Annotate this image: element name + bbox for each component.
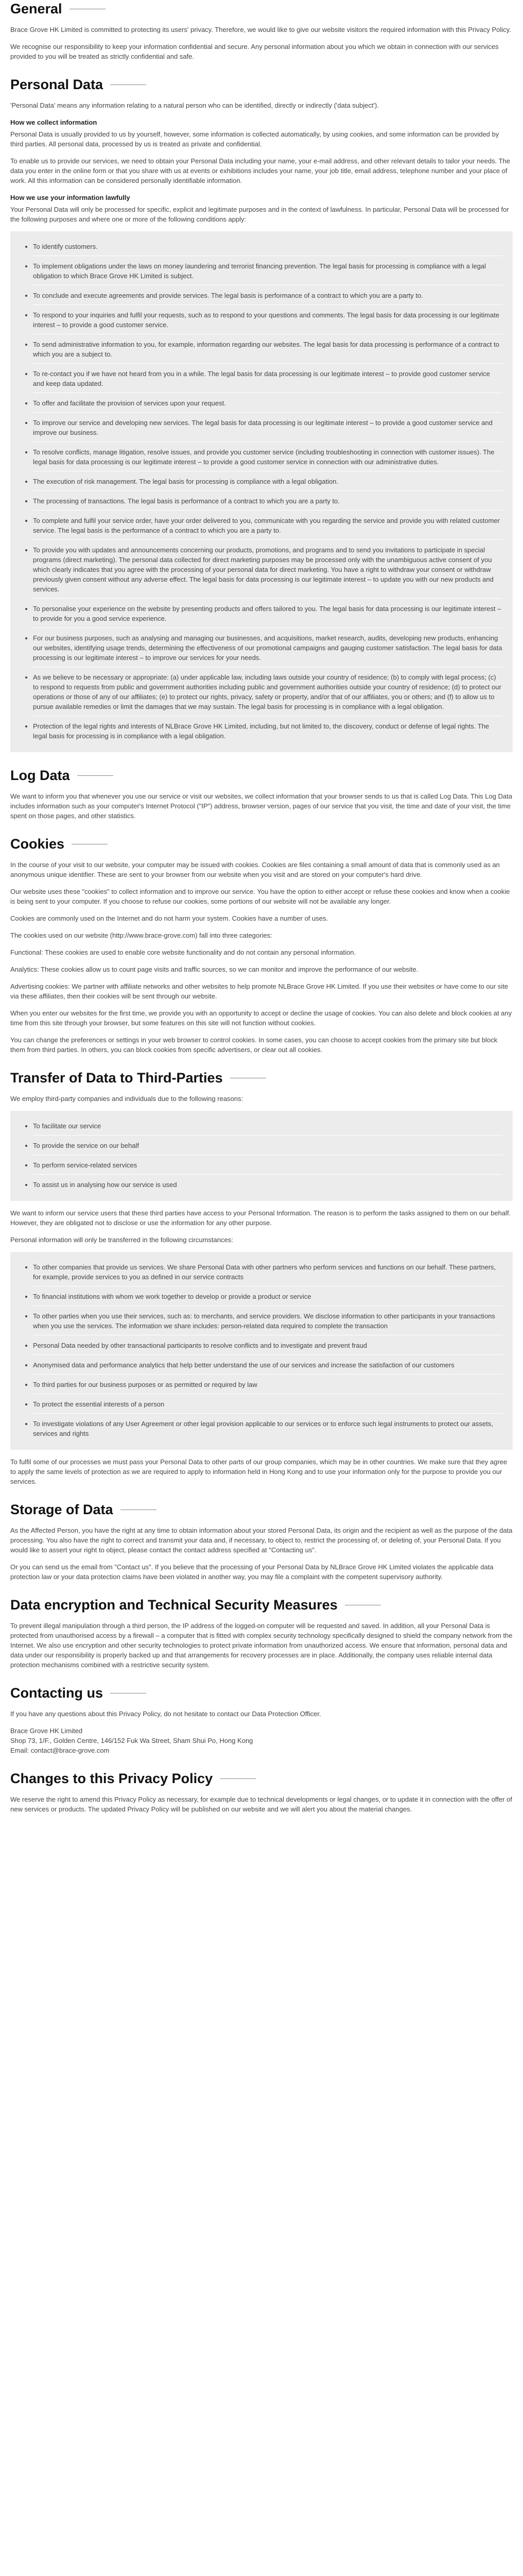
cookies-heading [10,835,513,853]
cookies-analytics-paragraph: Analytics: These cookies allow us to count page visits and traffic sources, so we can monitor and improve the performance of our website. [10,965,419,973]
personal-data-heading [10,76,513,93]
transfer-paragraph: We want to inform our service users that these third parties have access to your Personal Information. The reason is to perform the tasks assigned to them on our behalf. However, they are obligated not to disclose or use the information for any other purpose. [10,1209,511,1227]
contact-heading [10,1684,513,1702]
list-item: • Protection of the legal rights and interests of NLBrace Grove HK Limited, including, but not limited to, the discovery, conduct or defense of legal rights. The legal basis for processing is in compliance with a legal obligation. [33,719,502,745]
list-item: • To provide you with updates and announcements concerning our products, promotions, and programs and to send you invitations to participate in special programs (direct marketing). The personal data collected for direct marketing purposes may be processed only with the unambiguous active consent of you which clearly indicates that you agree with the processing of your personal data for direct marketing. You have a right to withdraw your consent or withdraw previously given consent without any adverse effect. The legal basis for data processing is our legitimate interest – to update you with our new products and services. [33,543,502,599]
list-item: • For our business purposes, such as analysing and managing our businesses, and acquisitions, market research, audits, developing new products, enhancing our websites, identifying usage trends, determining the effectiveness of our promotional campaigns and gauging customer satisfaction. The legal basis for data processing is our legitimate interest – to improve our services for your needs. [33,631,502,667]
contact-section [10,1684,513,1755]
general-heading [10,0,513,18]
list-item: • To improve our service and developing new services. The legal basis for data processing is our legitimate interest – to provide a good customer service and improve our business. [33,416,502,442]
list-item: • To offer and facilitate the provision of services upon your request. [33,396,502,413]
general-paragraph: We recognise our responsibility to keep your information confidential and secure. Any personal information about you which we obtain in connection with our services provided to you will be treated as strictly confidential and safe. [10,43,499,60]
collect-heading: How we collect information [10,118,97,126]
list-item: • To assist us in analysing how our service is used [33,1178,502,1194]
contact-paragraph: If you have any questions about this Privacy Policy, do not hesitate to contact our Data Protection Officer. [10,1710,321,1718]
list-item: • To provide the service on our behalf [33,1139,502,1155]
personal-data-intro: 'Personal Data' means any information relating to a natural person who can be identified, directly or indirectly ('data subject'). [10,101,379,109]
list-item: • To implement obligations under the laws on money laundering and terrorist financing prevention. The legal basis for processing is compliance with a legal obligation to which Brace Grove HK Limited is subject. [33,259,502,285]
security-section [10,1596,513,1670]
storage-paragraph: Or you can send us the email from "Contact us". If you believe that the processing of your Personal Data by NLBrace Grove HK Limited violates the applicable data protection law or your data protection claims have been violated in another way, you may file a complaint with the competent supervisory authority. [10,1563,494,1581]
cookies-paragraph: In the course of your visit to our website, your computer may be issued with cookies. Cookies are files containing a small amount of data that is commonly used as an anonymous unique identifier. These are sent to your browser from our website when you visit and are stored on your computer's hard drive. [10,861,500,878]
log-data-paragraph: We want to inform you that whenever you use our service or visit our websites, we collect information that your browser sends to us that is called Log Data. This Log Data includes information such as your computer's Internet Protocol ("IP") address, browser version, pages of our service that you visit, the time and date of your visit, the time spent on those pages, and other statistics. [10,792,512,820]
cookies-title: Cookies [10,836,65,852]
cookies-paragraph: Our website uses these "cookies" to collect information and to improve our service. You have the option to either accept or refuse these cookies and know when a cookie is being sent to your computer. If you choose to refuse our cookies, some portions of our website will not be available any longer. [10,888,510,905]
list-item: • To respond to your inquiries and fulfil your requests, such as to respond to your questions and comments. The legal basis for data processing is our legitimate interest – to provide a good customer service. [33,308,502,334]
storage-paragraph: As the Affected Person, you have the right at any time to obtain information about your stored Personal Data, its origin and the recipient as well as the purpose of the data processing. You also have the right to correct and transmit your data and, if necessary, to object to, restrict the processing of, or deleting of, your Personal Data. If you would like to assert your right to object, please contact the contact address specified at "Contacting us". [10,1527,513,1554]
storage-title: Storage of Data [10,1502,113,1517]
list-item: • Personal Data needed by other transactional participants to resolve conflicts and to investigate and prevent fraud [33,1338,502,1355]
list-item: • To send administrative information to you, for example, information regarding our websites. The legal basis for data processing is performance of a contract to which you are a subject to. [33,337,502,364]
list-item: • As we believe to be necessary or appropriate: (a) under applicable law, including laws outside your country of residence; (b) to comply with legal process; (c) to respond to requests from public and government authorities including public and government authorities outside your country of residence; (d) to protect our operations or those of any of our affiliates; (e) to protect our rights, privacy, safety or property, and/or that of our affiliates, you or others; and (f) to allow us to pursue available remedies or limit the damages that we may sustain. The legal basis for processing is in compliance with a legal obligation. [33,670,502,716]
purposes-list [10,231,513,752]
cookies-paragraph: Cookies are commonly used on the Internet and do not harm your system. Cookies have a number of uses. [10,914,328,922]
log-data-heading [10,767,513,784]
transfer-paragraph: To fulfil some of our processes we must pass your Personal Data to other parts of our group companies, which may be in other countries. We make sure that they agree to apply the same levels of protection as we are required to apply to information held in Hong Kong and to use your information only for the purpose to provide you our services. [10,1458,508,1485]
cookies-paragraph: You can change the preferences or settings in your web browser to control cookies. In some cases, you can choose to accept cookies from the primary site but block them from third parties. In others, you can block cookies from specific advertisers, or clear out all cookies. [10,1036,498,1054]
list-item: • Anonymised data and performance analytics that help better understand the use of our services and increase the satisfaction of our customers [33,1358,502,1375]
changes-section [10,1770,513,1814]
transfer-paragraph: Personal information will only be transferred in the following circumstances: [10,1236,233,1244]
changes-title: Changes to this Privacy Policy [10,1771,213,1786]
changes-paragraph: We reserve the right to amend this Privacy Policy as necessary, for example due to technical developments or legal changes, or to update it in connection with the offer of new services or products. The updated Privacy Policy will be published on our website and we will alert you about the material changes. [10,1795,512,1813]
collect-paragraph: To enable us to provide our services, we need to obtain your Personal Data including your name, your e-mail address, and other relevant details to tailor your needs. The data you enter in the online form or that you share with us at events or exhibitions includes your name, your job title, email address, telephone number and your place of work. All this information can be considered personally identifiable information. [10,157,510,184]
list-item: • To complete and fulfil your service order, have your order delivered to you, communicate with you regarding the service and provide you with related customer service. The legal basis is the performance of a contract to which you are a party to. [33,514,502,540]
general-section [10,0,513,61]
contact-email-link[interactable]: contact@brace-grove.com [30,1747,110,1754]
list-item: • The processing of transactions. The legal basis is performance of a contract to which you are a party to. [33,494,502,511]
list-item: • To resolve conflicts, manage litigation, resolve issues, and provide you customer service (including troubleshooting in connection with customer issues). The legal basis for data processing is our legitimate interest – to provide a good customer service in connection with our administrative duties. [33,445,502,471]
transfer-intro: We employ third-party companies and individuals due to the following reasons: [10,1095,243,1103]
security-heading [10,1596,513,1614]
list-item: • To protect the essential interests of a person [33,1397,502,1414]
transfer-section [10,1069,513,1486]
contact-email-line [10,1745,513,1755]
list-item: • To perform service-related services [33,1158,502,1175]
cookies-section [10,835,513,1055]
general-paragraph: Brace Grove HK Limited is committed to protecting its users' privacy. Therefore, we would like to give our website visitors the required information with this Privacy Policy. [10,26,511,33]
list-item: • To other companies that provide us services. We share Personal Data with other partners who perform services and functions on our behalf. These partners, for example, provide services to you as defined in our service contracts [33,1260,502,1286]
collect-paragraph: Personal Data is usually provided to us by yourself, however, some information is collected automatically, by using cookies, and some information can be provided by third parties. All personal data, processed by us is treated as private and confidential. [10,130,499,148]
list-item: • To facilitate our service [33,1119,502,1136]
list-item: • To investigate violations of any User Agreement or other legal provision applicable to our services or to enforce such legal instruments to protect our assets, services and rights [33,1417,502,1443]
contact-email-label: Email: [10,1747,31,1754]
heading-rule [110,84,146,85]
cookies-paragraph: When you enter our websites for the first time, we provide you with an opportunity to accept or decline the usage of cookies. You can also delete and block cookies at any time from this site through your browser, but some features on this site will not function without cookies. [10,1009,512,1027]
list-item: • To conclude and execute agreements and provide services. The legal basis is performance of a contract to which you are a party to. [33,289,502,305]
reasons-list [10,1111,513,1201]
list-item: • To other parties when you use their services, such as: to merchants, and service providers. We disclose information to other participants in your transactions when you use the services. The information we share includes: person-related data required to complete the transaction [33,1309,502,1335]
storage-section [10,1501,513,1582]
circumstances-list [10,1252,513,1450]
transfer-title: Transfer of Data to Third-Parties [10,1070,223,1086]
use-heading: How we use your information lawfully [10,194,130,201]
security-title: Data encryption and Technical Security Measures [10,1597,338,1613]
log-data-section [10,767,513,821]
transfer-heading [10,1069,513,1087]
use-intro: Your Personal Data will only be processed for specific, explicit and legitimate purposes and in the context of lawfulness. In particular, Personal Data will be processed for the following purposes and where one or more of the following conditions apply: [10,206,509,223]
list-item: • To personalise your experience on the website by presenting products and offers tailored to you. The legal basis for data processing is our legitimate interest – to provide for you a good service experience. [33,602,502,628]
cookies-advertising-paragraph: Advertising cookies: We partner with affiliate networks and other websites to help promote NLBrace Grove HK Limited. If you use their websites or have come to our site via these affiliates, then their cookies will be sent through our website. [10,982,509,1000]
log-data-title: Log Data [10,768,70,783]
list-item: • To financial institutions with whom we work together to develop or provide a product or service [33,1290,502,1306]
cookies-functional-paragraph: Functional: These cookies are used to enable core website functionality and do not contain any personal information. [10,948,356,956]
contact-address-block [10,1726,513,1755]
contact-address: Shop 73, 1/F., Golden Centre, 146/152 Fuk Wa Street, Sham Shui Po, Hong Kong [10,1737,253,1744]
heading-rule [77,775,113,776]
changes-heading [10,1770,513,1787]
security-paragraph: To prevent illegal manipulation through a third person, the IP address of the logged-on computer will be requested and saved. In addition, all your Personal Data is protected from unauthorised access by a firewall – a computer that is fitted with complex security technology specifically designed to shield the company network from the Internet. We also use encryption and other security technologies to protect private information from unauthorized access. We ensure that information, personal data and data under our responsibility is properly backed up and that arrangements for recovery processes are in place. Additionally, the company uses reliable internal data protection mechanisms combined with a restrictive security system. [10,1622,513,1669]
list-item: • To identify customers. [33,240,502,256]
contact-company: Brace Grove HK Limited [10,1727,83,1735]
cookies-categories-paragraph: The cookies used on our website (http://www.brace-grove.com) fall into three categories: [10,931,272,939]
general-title: General [10,1,62,16]
personal-data-section [10,76,513,752]
heading-rule [220,1778,256,1779]
personal-data-title: Personal Data [10,77,103,92]
list-item: • To third parties for our business purposes or as permitted or required by law [33,1378,502,1394]
contact-title: Contacting us [10,1685,103,1701]
list-item: • To re-contact you if we have not heard from you in a while. The legal basis for data processing is our legitimate interest – to provide good customer service and keep data updated. [33,367,502,393]
storage-heading [10,1501,513,1518]
list-item: • The execution of risk management. The legal basis for processing is compliance with a legal obligation. [33,474,502,491]
